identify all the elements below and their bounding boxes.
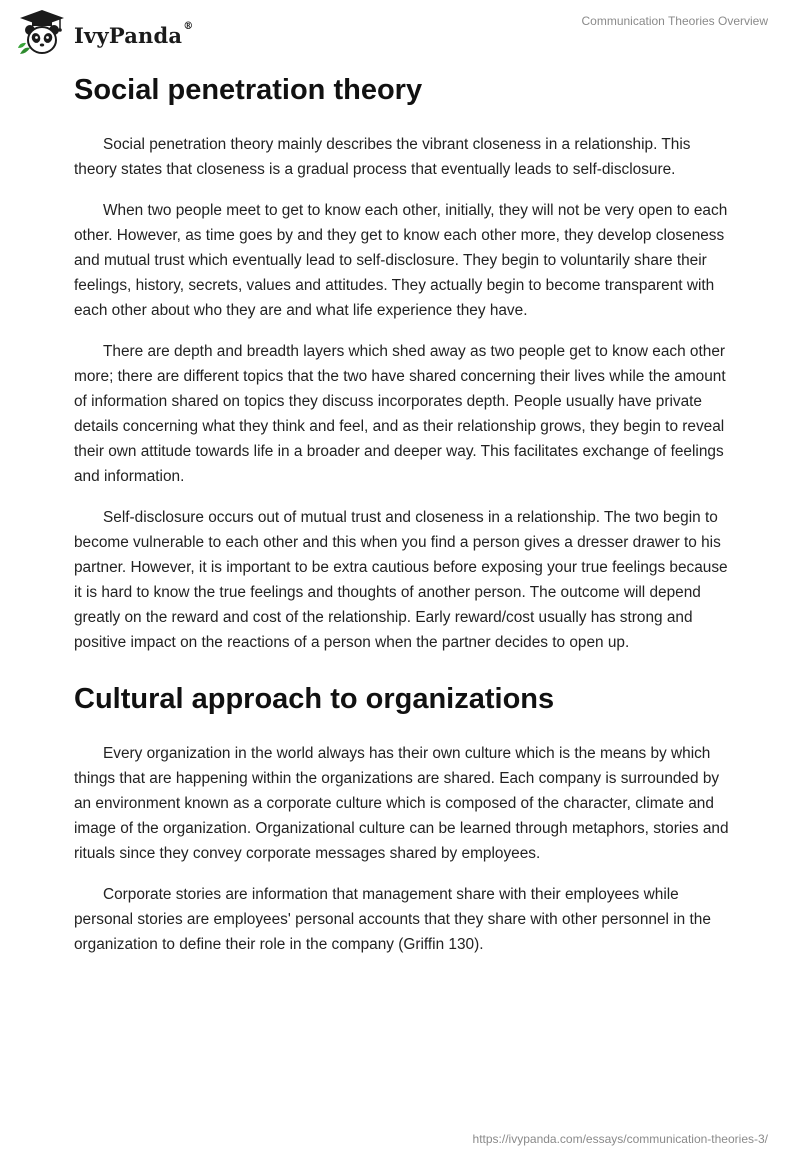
essay-content (74, 68, 734, 973)
document-title: Communication Theories Overview (581, 14, 768, 28)
paragraph: There are depth and breadth layers which shed away as two people get to know each other more; there are different topics that the two have shared concerning their lives while the amount of information shared on topics they discuss incorporates depth. People usually have private details concerning what they think and feel, and as their relationship grows, they begin to reveal their own attitude towards life in a broader and deeper way. This facilitates exchange of feelings and information. (74, 343, 726, 485)
paragraph: Self-disclosure occurs out of mutual trust and closeness in a relationship. The two begin to become vulnerable to each other and this when you find a person gives a dresser drawer to his partner. However, it is important to be extra cautious before exposing your true feelings because it is hard to know the true feelings and thoughts of another person. The outcome will depend greatly on the reward and cost of the relationship. Early reward/cost usually has strong and positive impact on the reactions of a person when the partner decides to open up. (74, 509, 728, 651)
section-heading-social-penetration: Social penetration theory (74, 74, 423, 106)
paragraph: Social penetration theory mainly describes the vibrant closeness in a relationship. This theory states that closeness is a gradual process that eventually leads to self-disclosure. (74, 136, 691, 178)
paragraph: When two people meet to get to know each other, initially, they will not be very open to each other. However, as time goes by and they get to know each other more, they develop closeness and mutual trust which eventually lead to self-disclosure. They begin to voluntarily share their feelings, history, secrets, values and attitudes. They actually begin to become transparent with each other about who they are and what life experience they have. (74, 202, 728, 319)
paragraph: Every organization in the world always has their own culture which is the means by which things that are happening within the organizations are shared. Each company is surrounded by an environment known as a corporate culture which is composed of the character, climate and image of the organization. Organizational culture can be learned through metaphors, stories and rituals since they convey corporate messages shared by employees. (74, 745, 729, 862)
paragraph: Corporate stories are information that management share with their employees while personal stories are employees' personal accounts that they share with other personnel in the organization to define their role in the company (Griffin 130). (74, 886, 711, 953)
panda-graduate-icon (16, 8, 68, 58)
page-header (0, 0, 800, 60)
footer-url[interactable]: https://ivypanda.com/essays/communication-theories-3/ (472, 1132, 768, 1146)
ivypanda-logo[interactable] (16, 8, 193, 58)
registered-mark: ® (183, 20, 194, 32)
brand-name: IvyPanda® (74, 20, 194, 48)
section-heading-cultural-approach: Cultural approach to organizations (74, 683, 555, 715)
